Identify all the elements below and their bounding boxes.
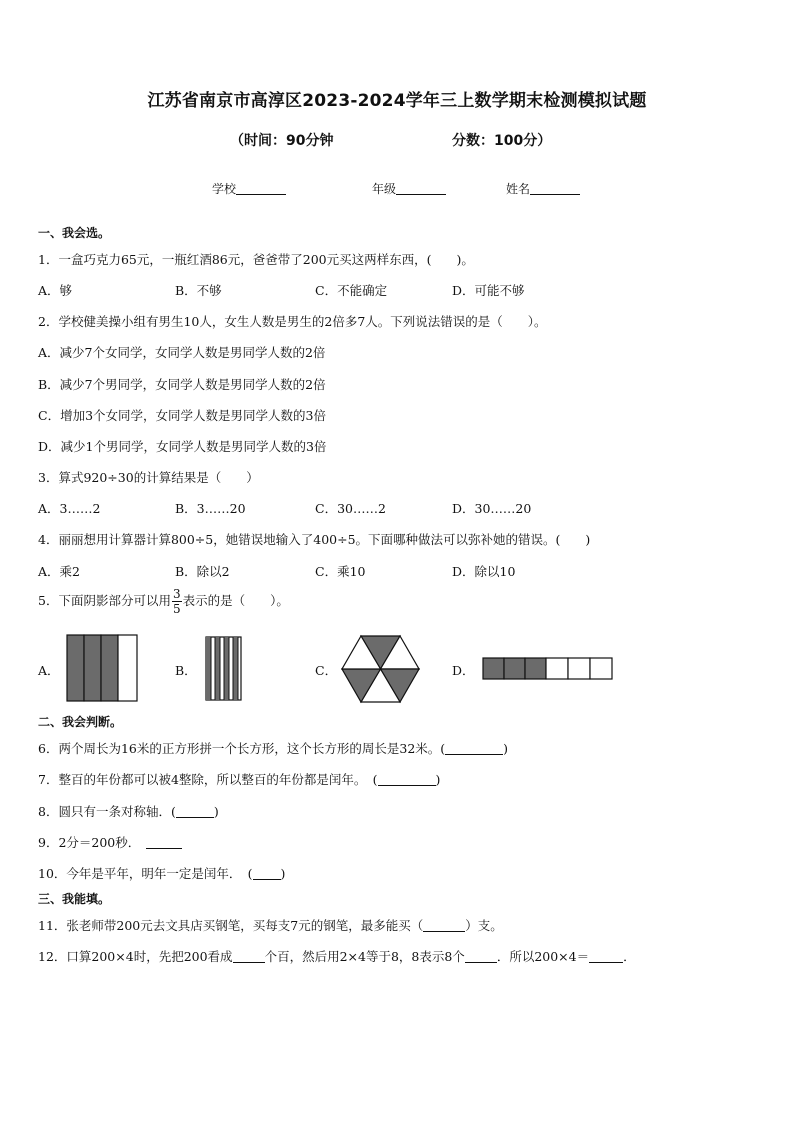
- fraction-three-fifths: [172, 588, 182, 615]
- name-label: 姓名: [506, 182, 531, 196]
- q2-option-b[interactable]: B．减少7个男同学，女同学人数是男同学人数的2倍: [38, 377, 326, 392]
- section-judge: 二、我会判断。: [38, 715, 123, 729]
- figure-a-shaded-bars: [66, 634, 139, 702]
- exam-score: 分数：100分）: [452, 133, 552, 149]
- q1-option-a[interactable]: A．够: [38, 283, 73, 298]
- grade-blank[interactable]: [396, 182, 446, 195]
- q4-option-a[interactable]: A．乘2: [38, 564, 80, 579]
- q9: [38, 833, 182, 851]
- page-title: 江苏省南京市高淳区2023-2024学年三上数学期末检测模拟试题: [147, 91, 647, 111]
- section-fill: 三、我能填。: [38, 892, 111, 906]
- q6-answer-blank[interactable]: [445, 742, 503, 755]
- q12: [38, 947, 636, 965]
- q4-option-c[interactable]: C．乘10: [315, 564, 366, 579]
- q3-option-d[interactable]: D．30……20: [452, 501, 532, 516]
- q12-part1: 12．口算200×4时，先把200看成: [38, 949, 233, 964]
- q5-option-b[interactable]: B．: [175, 663, 197, 678]
- school-label: 学校: [212, 182, 237, 196]
- fraction-numerator: 3: [172, 587, 181, 601]
- q6-close: ): [503, 741, 509, 756]
- q7-close: ): [435, 772, 441, 787]
- figure-d-grid-strip: [482, 657, 613, 680]
- school-field[interactable]: [212, 180, 286, 197]
- q4-option-b[interactable]: B．除以2: [175, 564, 230, 579]
- q9-answer-blank[interactable]: [146, 836, 182, 849]
- q1-option-c[interactable]: C．不能确定: [315, 283, 388, 298]
- q7: [38, 770, 440, 788]
- q11-post: ）支。: [465, 918, 503, 933]
- q11-answer-blank[interactable]: [423, 919, 465, 932]
- q7-answer-blank[interactable]: [378, 773, 436, 786]
- q10-close: ): [280, 866, 286, 881]
- q2-option-c[interactable]: C．增加3个女同学，女同学人数是男同学人数的3倍: [38, 408, 326, 423]
- q4-option-d[interactable]: D．除以10: [452, 564, 516, 579]
- q5-option-c[interactable]: C．: [315, 663, 338, 678]
- q7-text: 7．整百的年份都可以被4整除，所以整百的年份都是闰年。 (: [38, 772, 378, 787]
- q5-option-d[interactable]: D．: [452, 663, 475, 678]
- q4-stem: 4．丽丽想用计算器计算800÷5，她错误地输入了400÷5。下面哪种做法可以弥补她的错误。( ): [38, 532, 591, 547]
- figure-c-hexagon: [341, 634, 420, 704]
- q10-answer-blank[interactable]: [253, 867, 281, 880]
- q5-option-a[interactable]: A．: [38, 663, 60, 678]
- fraction-denominator: 5: [172, 602, 181, 616]
- q8-answer-blank[interactable]: [176, 805, 214, 818]
- q1-stem: 1．一盒巧克力65元，一瓶红酒86元，爸爸带了200元买这两样东西，( )。: [38, 252, 474, 267]
- name-field[interactable]: [506, 180, 580, 197]
- q3-option-c[interactable]: C．30……2: [315, 501, 386, 516]
- grade-label: 年级: [372, 182, 397, 196]
- q11-pre: 11．张老师带200元去文具店买钢笔，买每支7元的钢笔，最多能买（: [38, 918, 424, 933]
- q3-option-b[interactable]: B．3……20: [175, 501, 246, 516]
- q2-option-a[interactable]: A．减少7个女同学，女同学人数是男同学人数的2倍: [38, 345, 326, 360]
- q10: [38, 864, 285, 882]
- q8: [38, 802, 219, 820]
- q12-part4: ．: [623, 949, 636, 964]
- q6: [38, 739, 508, 757]
- q12-blank-3[interactable]: [589, 950, 623, 963]
- q12-blank-2[interactable]: [465, 950, 497, 963]
- q5-stem-pre: 5．下面阴影部分可以用: [38, 593, 171, 608]
- q1-option-d[interactable]: D．可能不够: [452, 283, 525, 298]
- q12-part3: ．所以200×4＝: [496, 949, 590, 964]
- q2-option-d[interactable]: D．减少1个男同学，女同学人数是男同学人数的3倍: [38, 439, 327, 454]
- q12-blank-1[interactable]: [233, 950, 265, 963]
- q8-close: ): [213, 804, 219, 819]
- q8-text: 8．圆只有一条对称轴．(: [38, 804, 176, 819]
- grade-field[interactable]: [372, 180, 446, 197]
- q10-text: 10．今年是平年，明年一定是闰年． (: [38, 866, 253, 881]
- q12-part2: 个百，然后用2×4等于8，8表示8个: [264, 949, 465, 964]
- q1-option-b[interactable]: B．不够: [175, 283, 222, 298]
- name-blank[interactable]: [530, 182, 580, 195]
- school-blank[interactable]: [236, 182, 286, 195]
- q3-option-a[interactable]: A．3……2: [38, 501, 101, 516]
- section-choice: 一、我会选。: [38, 226, 111, 240]
- q3-stem: 3．算式920÷30的计算结果是（ ）: [38, 470, 259, 485]
- q2-stem: 2．学校健美操小组有男生10人，女生人数是男生的2倍多7人。下列说法错误的是（ ）。: [38, 314, 547, 329]
- figure-b-striped-rect: [205, 636, 242, 701]
- q11: [38, 916, 503, 934]
- q6-text: 6．两个周长为16米的正方形拼一个长方形，这个长方形的周长是32米。(: [38, 741, 446, 756]
- q5-stem-post: 表示的是（ ）。: [182, 593, 289, 608]
- q9-text: 9．2分＝200秒．: [38, 835, 141, 850]
- q5-stem: [38, 588, 289, 615]
- exam-time: （时间：90分钟: [230, 133, 334, 149]
